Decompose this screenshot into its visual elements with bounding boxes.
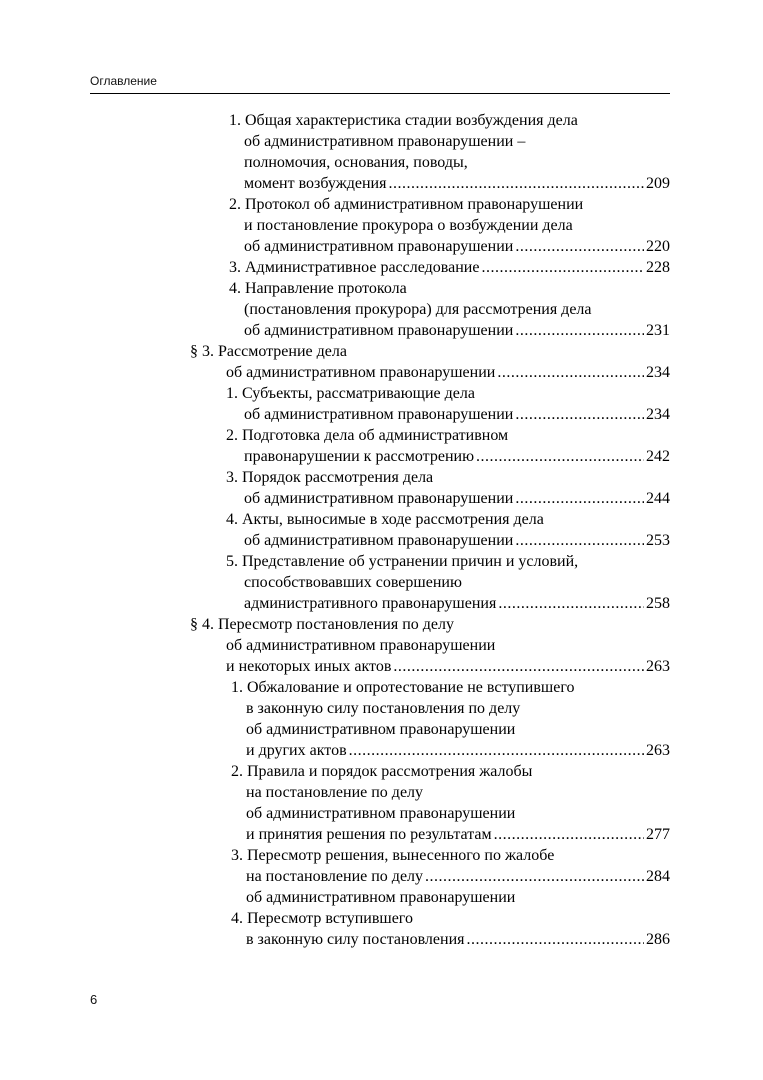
toc-line: 2. Правила и порядок рассмотрения жалобы bbox=[231, 763, 533, 780]
dot-leader bbox=[515, 404, 644, 425]
dot-leader bbox=[425, 866, 644, 887]
toc-entry-line[interactable] bbox=[244, 488, 670, 509]
toc-line: 2. Подготовка дела об административном bbox=[226, 427, 509, 444]
page-ref: 228 bbox=[646, 259, 670, 276]
dot-leader bbox=[388, 173, 644, 194]
toc-entry-text: 3. Административное расследование bbox=[229, 259, 480, 276]
toc-section-heading: § 4. Пересмотр постановления по делу bbox=[190, 616, 454, 633]
dot-leader bbox=[515, 236, 644, 257]
toc-entry-text: и некоторых иных актов bbox=[226, 658, 392, 675]
page-ref: 234 bbox=[646, 364, 670, 381]
dot-leader bbox=[494, 824, 644, 845]
toc-entry-text: и принятия решения по результатам bbox=[246, 826, 492, 843]
page-ref: 263 bbox=[646, 658, 670, 675]
toc-line: 4. Направление протокола bbox=[229, 280, 407, 297]
toc-entry-text: об административном правонарушении bbox=[244, 238, 514, 255]
page-ref: 286 bbox=[646, 931, 670, 948]
toc-line: 5. Представление об устранении причин и условий, bbox=[226, 553, 579, 570]
toc-entry-line[interactable] bbox=[244, 320, 670, 341]
toc-section-heading: § 3. Рассмотрение дела bbox=[190, 343, 347, 360]
page-ref: 253 bbox=[646, 532, 670, 549]
dot-leader bbox=[498, 593, 644, 614]
toc-entry-line[interactable] bbox=[244, 404, 670, 425]
toc-entry-line[interactable] bbox=[246, 740, 670, 761]
dot-leader bbox=[515, 488, 644, 509]
page-ref: 234 bbox=[646, 406, 670, 423]
toc-entry-text: административного правонарушения bbox=[244, 595, 497, 612]
toc-line: 4. Акты, выносимые в ходе рассмотрения дела bbox=[226, 511, 544, 528]
toc-entry-line[interactable] bbox=[226, 656, 670, 677]
page-ref: 258 bbox=[646, 595, 670, 612]
toc-line: об административном правонарушении bbox=[246, 805, 516, 822]
toc-entry-line[interactable] bbox=[244, 173, 670, 194]
toc-line: 1. Общая характеристика стадии возбуждения дела bbox=[229, 112, 578, 129]
toc-entry-line[interactable] bbox=[244, 530, 670, 551]
page-ref: 209 bbox=[646, 175, 670, 192]
page-number: 6 bbox=[90, 992, 98, 1007]
toc-entry-line[interactable] bbox=[246, 866, 670, 887]
toc-line: на постановление по делу bbox=[246, 784, 424, 801]
toc-line: (постановления прокурора) для рассмотрения дела bbox=[244, 301, 592, 318]
toc-line: 1. Обжалование и опротестование не вступившего bbox=[231, 679, 575, 696]
page-ref: 231 bbox=[646, 322, 670, 339]
toc-entry-text: об административном правонарушении bbox=[244, 322, 514, 339]
page-ref: 242 bbox=[646, 448, 670, 465]
toc-entry-text: об административном правонарушении bbox=[244, 406, 514, 423]
toc-entry-text: об административном правонарушении bbox=[244, 532, 514, 549]
toc-line: 4. Пересмотр вступившего bbox=[231, 910, 413, 927]
toc-entry-text: об административном правонарушении bbox=[226, 364, 496, 381]
dot-leader bbox=[393, 656, 644, 677]
toc-entry-line[interactable] bbox=[246, 929, 670, 950]
toc-entry-line[interactable] bbox=[244, 446, 670, 467]
dot-leader bbox=[481, 257, 644, 278]
running-header-title: Оглавление bbox=[90, 74, 157, 88]
toc-entry-line[interactable] bbox=[246, 824, 670, 845]
toc-entry-line[interactable] bbox=[244, 593, 670, 614]
toc-line: в законную силу постановления по делу bbox=[246, 700, 521, 717]
toc-entry-line[interactable] bbox=[244, 236, 670, 257]
toc-entry-text: и других актов bbox=[246, 742, 347, 759]
toc-line: 3. Пересмотр решения, вынесенного по жалобе bbox=[231, 847, 555, 864]
page-ref: 277 bbox=[646, 826, 670, 843]
dot-leader bbox=[497, 362, 644, 383]
page-ref: 263 bbox=[646, 742, 670, 759]
toc-entry-text: в законную силу постановления bbox=[246, 931, 465, 948]
dot-leader bbox=[467, 929, 645, 950]
toc-entry-text: об административном правонарушении bbox=[244, 490, 514, 507]
toc-entry-line[interactable] bbox=[226, 362, 670, 383]
running-header bbox=[90, 66, 670, 94]
dot-leader bbox=[515, 530, 644, 551]
toc-entry-line[interactable] bbox=[229, 257, 670, 278]
toc-line: способствовавших совершению bbox=[244, 574, 462, 591]
toc-line: об административном правонарушении bbox=[226, 637, 496, 654]
toc-line: об административном правонарушении bbox=[246, 889, 516, 906]
toc-line: 2. Протокол об административном правонарушении bbox=[229, 196, 584, 213]
toc-entry-text: правонарушении к рассмотрению bbox=[244, 448, 475, 465]
toc-line: об административном правонарушении – bbox=[244, 133, 526, 150]
page-ref: 284 bbox=[646, 868, 670, 885]
toc-line: об административном правонарушении bbox=[246, 721, 516, 738]
dot-leader bbox=[476, 446, 644, 467]
toc-entry-text: момент возбуждения bbox=[244, 175, 387, 192]
toc-line: полномочия, основания, поводы, bbox=[244, 154, 468, 171]
dot-leader bbox=[515, 320, 644, 341]
toc-line: 3. Порядок рассмотрения дела bbox=[226, 469, 434, 486]
page-ref: 220 bbox=[646, 238, 670, 255]
toc-entry-text: на постановление по делу bbox=[246, 868, 424, 885]
toc-line: 1. Субъекты, рассматривающие дела bbox=[226, 385, 475, 402]
toc-line: и постановление прокурора о возбуждении дела bbox=[244, 217, 573, 234]
dot-leader bbox=[349, 740, 644, 761]
page-ref: 244 bbox=[646, 490, 670, 507]
